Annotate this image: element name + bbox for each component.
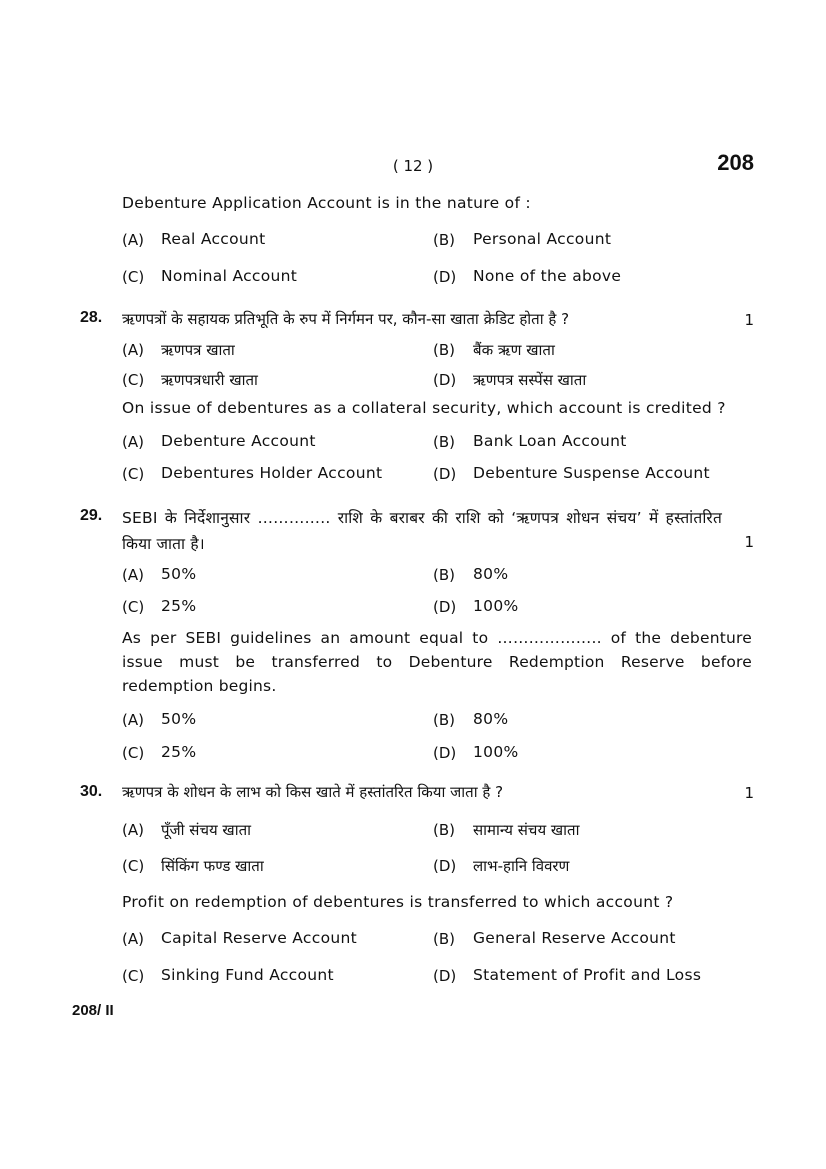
q27-option-a: Real Account bbox=[161, 230, 266, 248]
q28-hi-option-a: ऋणपत्र खाता bbox=[161, 341, 235, 359]
q29-hi-option-d-label: (D) bbox=[433, 598, 457, 616]
q30-en-option-c: Sinking Fund Account bbox=[161, 966, 334, 984]
q28-en-option-c-label: (C) bbox=[122, 465, 145, 483]
q30-hi-option-d: लाभ-हानि विवरण bbox=[473, 857, 570, 875]
q28-question-en: On issue of debentures as a collateral security, which account is credited ? bbox=[122, 399, 726, 417]
q30-hi-option-c-label: (C) bbox=[122, 857, 145, 875]
q29-question-hi: SEBI के निर्देशानुसार ………….. राशि के बराबर की राशि को ‘ऋणपत्र शोधन संचय’ में हस्तांतरित किया जाता है। bbox=[122, 509, 722, 553]
q30-en-option-b-label: (B) bbox=[433, 930, 455, 948]
q29-hi-option-a-label: (A) bbox=[122, 566, 144, 584]
q29-hi-option-d: 100% bbox=[473, 597, 519, 615]
q30-hi-option-a: पूँजी संचय खाता bbox=[161, 821, 252, 839]
q30-hi-option-c: सिंकिंग फण्ड खाता bbox=[161, 857, 264, 875]
q30-hi-option-d-label: (D) bbox=[433, 857, 457, 875]
q27-option-d-label: (D) bbox=[433, 268, 457, 286]
footer-code: 208/ II bbox=[72, 1002, 114, 1019]
paper-code: 208 bbox=[717, 150, 754, 175]
q30-number: 30. bbox=[80, 783, 103, 800]
q28-hi-option-c-label: (C) bbox=[122, 371, 145, 389]
q30-en-option-a: Capital Reserve Account bbox=[161, 929, 357, 947]
q29-hi-option-a: 50% bbox=[161, 565, 197, 583]
q29-en-option-b-label: (B) bbox=[433, 711, 455, 729]
q28-en-option-c: Debentures Holder Account bbox=[161, 464, 383, 482]
q29-marks: 1 bbox=[744, 533, 754, 551]
q29-en-option-c: 25% bbox=[161, 743, 197, 761]
q28-hi-option-b: बैंक ऋण खाता bbox=[473, 341, 555, 359]
q29-hi-option-b: 80% bbox=[473, 565, 509, 583]
q30-en-option-d: Statement of Profit and Loss bbox=[473, 966, 702, 984]
q29-en-option-d: 100% bbox=[473, 743, 519, 761]
q28-hi-option-c: ऋणपत्रधारी खाता bbox=[161, 371, 258, 389]
q30-en-option-b: General Reserve Account bbox=[473, 929, 676, 947]
q29-en-option-b: 80% bbox=[473, 710, 509, 728]
q28-en-option-b-label: (B) bbox=[433, 433, 455, 451]
q28-en-option-d: Debenture Suspense Account bbox=[473, 464, 710, 482]
q28-number: 28. bbox=[80, 309, 103, 326]
q29-en-option-c-label: (C) bbox=[122, 744, 145, 762]
q27-question-en: Debenture Application Account is in the nature of : bbox=[122, 194, 531, 212]
q27-option-c: Nominal Account bbox=[161, 267, 298, 285]
q27-option-b: Personal Account bbox=[473, 230, 612, 248]
q30-marks: 1 bbox=[744, 784, 754, 802]
q29-hi-option-c-label: (C) bbox=[122, 598, 145, 616]
q28-hi-option-d-label: (D) bbox=[433, 371, 457, 389]
q29-en-option-a-label: (A) bbox=[122, 711, 144, 729]
q30-hi-option-b: सामान्य संचय खाता bbox=[473, 821, 580, 839]
q28-en-option-b: Bank Loan Account bbox=[473, 432, 627, 450]
q28-hi-option-d: ऋणपत्र सस्पेंस खाता bbox=[473, 371, 587, 389]
q28-en-option-a-label: (A) bbox=[122, 433, 144, 451]
q29-en-option-d-label: (D) bbox=[433, 744, 457, 762]
q30-en-option-c-label: (C) bbox=[122, 967, 145, 985]
q27-option-d: None of the above bbox=[473, 267, 622, 285]
q28-en-option-a: Debenture Account bbox=[161, 432, 316, 450]
q30-en-option-d-label: (D) bbox=[433, 967, 457, 985]
q28-hi-option-b-label: (B) bbox=[433, 341, 455, 359]
q30-hi-option-a-label: (A) bbox=[122, 821, 144, 839]
q27-option-c-label: (C) bbox=[122, 268, 145, 286]
q30-hi-option-b-label: (B) bbox=[433, 821, 455, 839]
q30-en-option-a-label: (A) bbox=[122, 930, 144, 948]
q27-option-a-label: (A) bbox=[122, 231, 144, 249]
q29-hi-option-c: 25% bbox=[161, 597, 197, 615]
q29-hi-option-b-label: (B) bbox=[433, 566, 455, 584]
q29-number: 29. bbox=[80, 507, 103, 524]
q30-question-hi: ऋणपत्र के शोधन के लाभ को किस खाते में हस्तांतरित किया जाता है ? bbox=[122, 783, 504, 801]
q28-en-option-d-label: (D) bbox=[433, 465, 457, 483]
q30-question-en: Profit on redemption of debentures is transferred to which account ? bbox=[122, 893, 674, 911]
q29-en-option-a: 50% bbox=[161, 710, 197, 728]
q29-question-en: As per SEBI guidelines an amount equal to ……………….. of the debenture issue must be transferred to Debenture Redemption Reserve before redemption begins. bbox=[122, 629, 752, 695]
q28-question-hi: ऋणपत्रों के सहायक प्रतिभूति के रुप में निर्गमन पर, कौन-सा खाता क्रेडिट होता है ? bbox=[122, 310, 570, 328]
q27-option-b-label: (B) bbox=[433, 231, 455, 249]
q28-marks: 1 bbox=[744, 311, 754, 329]
page-number: ( 12 ) bbox=[392, 157, 434, 175]
q28-hi-option-a-label: (A) bbox=[122, 341, 144, 359]
